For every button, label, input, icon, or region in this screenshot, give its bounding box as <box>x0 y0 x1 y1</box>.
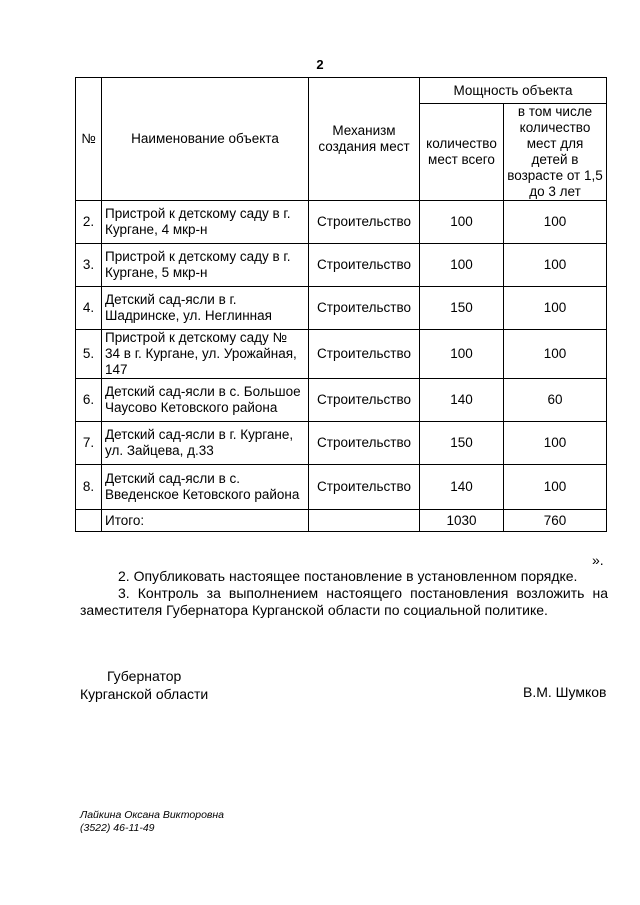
row-num: 8. <box>76 465 102 510</box>
row-children: 100 <box>504 465 607 510</box>
row-total: 150 <box>420 287 504 330</box>
row-total: 140 <box>420 465 504 510</box>
header-name: Наименование объекта <box>102 78 309 201</box>
row-mechanism: Строительство <box>309 379 420 422</box>
row-children: 100 <box>504 244 607 287</box>
row-total: 140 <box>420 379 504 422</box>
row-children: 100 <box>504 287 607 330</box>
total-value: 1030 <box>420 510 504 532</box>
paragraph-publish: 2. Опубликовать настоящее постановление в установленном порядке. <box>118 568 578 584</box>
row-children: 100 <box>504 330 607 379</box>
row-mechanism: Строительство <box>309 244 420 287</box>
row-name: Детский сад-ясли в г. Шадринске, ул. Неглинная <box>102 287 309 330</box>
row-name: Пристрой к детскому саду в г. Кургане, 4 мкр-н <box>102 201 309 244</box>
table-row <box>76 330 607 379</box>
row-mechanism: Строительство <box>309 330 420 379</box>
table-row <box>76 465 607 510</box>
signatory-title-line2: Курганской области <box>80 686 209 702</box>
row-num: 7. <box>76 422 102 465</box>
signatory-name: В.М. Шумков <box>523 684 607 700</box>
total-label: Итого: <box>102 510 309 532</box>
page-number: 2 <box>316 57 324 72</box>
row-total: 100 <box>420 201 504 244</box>
total-mechanism-cell <box>309 510 420 532</box>
row-num: 2. <box>76 201 102 244</box>
row-num: 5. <box>76 330 102 379</box>
row-children: 100 <box>504 422 607 465</box>
row-num: 6. <box>76 379 102 422</box>
row-name: Детский сад-ясли в с. Введенское Кетовского района <box>102 465 309 510</box>
executor-name: Лайкина Оксана Викторовна <box>80 809 225 821</box>
header-num: № <box>76 78 102 201</box>
closing-quote: ». <box>592 552 604 568</box>
total-num-cell <box>76 510 102 532</box>
table-row <box>76 379 607 422</box>
row-total: 150 <box>420 422 504 465</box>
row-mechanism: Строительство <box>309 201 420 244</box>
row-children: 60 <box>504 379 607 422</box>
row-mechanism: Строительство <box>309 287 420 330</box>
row-num: 4. <box>76 287 102 330</box>
header-mechanism: Механизм создания мест <box>309 78 420 201</box>
header-capacity: Мощность объекта <box>420 78 607 104</box>
signatory-title-line1: Губернатор <box>107 668 182 684</box>
row-mechanism: Строительство <box>309 422 420 465</box>
row-name: Пристрой к детскому саду в г. Кургане, 5 мкр-н <box>102 244 309 287</box>
row-name: Пристрой к детскому саду № 34 в г. Кургане, ул. Урожайная, 147 <box>102 330 309 379</box>
row-total: 100 <box>420 330 504 379</box>
header-total: количество мест всего <box>420 104 504 201</box>
total-row <box>76 510 607 532</box>
table-row <box>76 244 607 287</box>
objects-table <box>75 77 607 532</box>
table-row <box>76 422 607 465</box>
signatory-title <box>80 667 208 703</box>
row-total: 100 <box>420 244 504 287</box>
header-children: в том числе количество мест для детей в возрасте от 1,5 до 3 лет <box>504 104 607 201</box>
row-name: Детский сад-ясли в с. Большое Чаусово Кетовского района <box>102 379 309 422</box>
table-row <box>76 287 607 330</box>
total-children-value: 760 <box>504 510 607 532</box>
row-children: 100 <box>504 201 607 244</box>
executor-phone: (3522) 46-11-49 <box>80 822 155 834</box>
row-mechanism: Строительство <box>309 465 420 510</box>
row-num: 3. <box>76 244 102 287</box>
table-row <box>76 201 607 244</box>
executor-block <box>80 809 224 835</box>
row-name: Детский сад-ясли в г. Кургане, ул. Зайцева, д.33 <box>102 422 309 465</box>
paragraph-control: 3. Контроль за выполнением настоящего постановления возложить на заместителя Губернатора Курганской области по социальной политике. <box>80 585 608 618</box>
